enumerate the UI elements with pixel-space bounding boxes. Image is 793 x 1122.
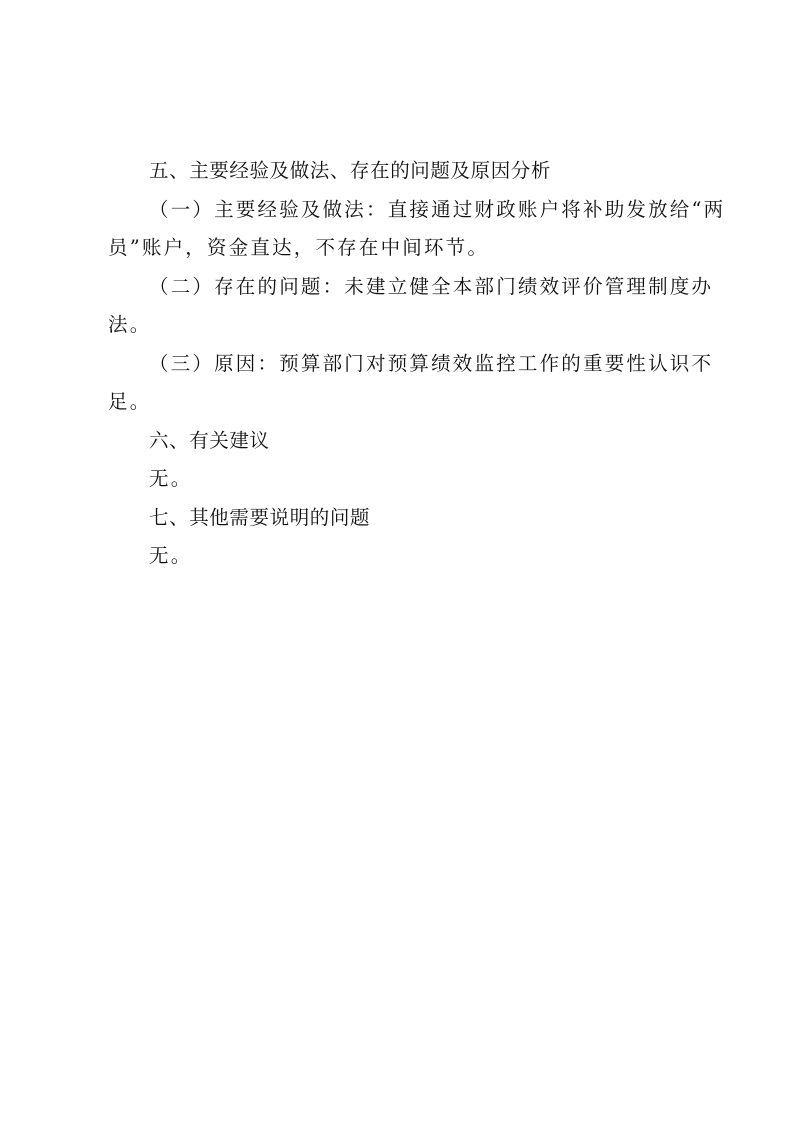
section-body-6: 无。 <box>149 467 193 490</box>
paragraph-line: 足。 <box>108 390 152 413</box>
paragraph-line: （一）主要经验及做法：直接通过财政账户将补助发放给“两 <box>149 197 726 221</box>
paragraph-line: （二）存在的问题：未建立健全本部门绩效评价管理制度办 <box>149 274 714 298</box>
paragraph-main-experience <box>108 191 726 268</box>
section-heading-6: 六、有关建议 <box>149 428 270 452</box>
section-body-7: 无。 <box>149 544 193 567</box>
paragraph-line: 员”账户，资金直达，不存在中间环节。 <box>108 236 490 259</box>
paragraph-causes <box>108 345 714 422</box>
section-heading-7: 七、其他需要说明的问题 <box>149 505 371 529</box>
paragraph-line: （三）原因：预算部门对预算绩效监控工作的重要性认识不 <box>149 351 714 375</box>
paragraph-line: 法。 <box>108 313 152 336</box>
document-body <box>108 152 726 576</box>
paragraph-existing-problems <box>108 268 714 345</box>
section-heading-5: 五、主要经验及做法、存在的问题及原因分析 <box>149 159 552 182</box>
